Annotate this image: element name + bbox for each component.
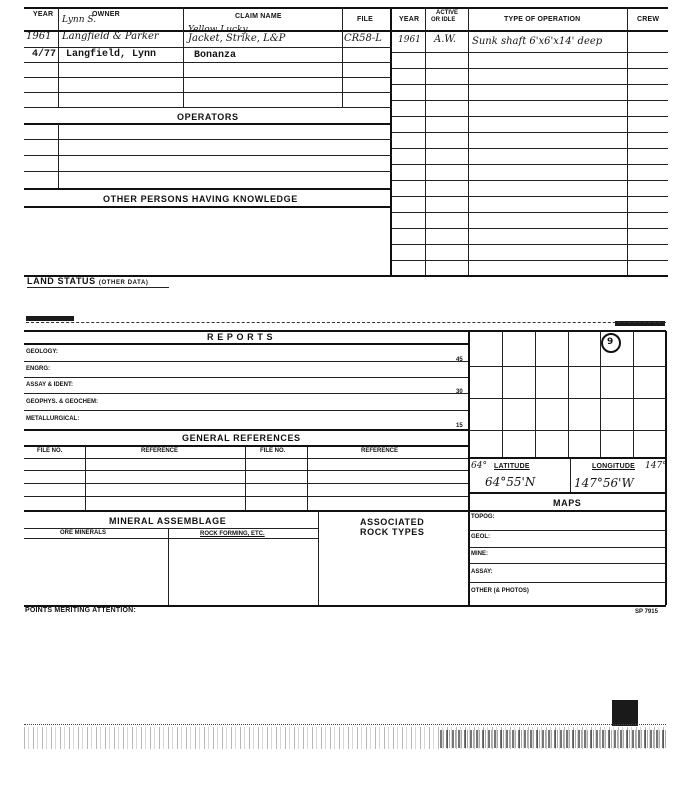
scan-mark [26, 316, 74, 321]
row-line [392, 244, 668, 245]
row2-claim: Bonanza [194, 50, 237, 61]
references-rule [24, 445, 469, 447]
row-line [392, 212, 668, 213]
row-line [392, 132, 668, 133]
row-line [24, 458, 469, 459]
row-line [392, 228, 668, 229]
report-num-15: 15 [456, 423, 463, 429]
row1-file: CR58-L [344, 33, 382, 44]
maps-rule [469, 510, 666, 512]
report-assay: ASSAY & IDENT: [26, 382, 74, 388]
divider [627, 7, 628, 275]
row1-year: 1961 [26, 31, 52, 42]
reports-heading: R E P O R T S [207, 332, 274, 342]
row-line [392, 68, 668, 69]
row2-year: 4/77 [32, 49, 57, 60]
row1-owner: Langfield & Parker [62, 31, 159, 42]
row-line [469, 530, 666, 531]
divider [58, 32, 59, 107]
row1-status: A.W. [434, 34, 457, 45]
ore-minerals-label: ORE MINERALS [60, 530, 107, 536]
associated-heading-2: ROCK TYPES [360, 527, 425, 537]
header-owner: OWNER [92, 11, 120, 18]
row-line [469, 582, 666, 583]
row-line [24, 188, 392, 190]
row-line [24, 410, 469, 411]
divider [425, 7, 426, 275]
header-claim-name: CLAIM NAME [235, 13, 282, 20]
row-line [392, 116, 668, 117]
divider [85, 446, 86, 510]
maps-heading: MAPS [553, 498, 582, 508]
row-line [24, 47, 392, 48]
grid-line [469, 430, 666, 431]
row-line [469, 563, 666, 564]
grid-line [502, 331, 503, 457]
associated-heading-1: ASSOCIATED [360, 517, 425, 527]
row-line [392, 196, 668, 197]
row-line [24, 393, 469, 394]
grid-line [469, 366, 666, 367]
row-line [24, 528, 319, 529]
header-type-of-operation: TYPE OF OPERATION [504, 16, 581, 23]
row-line [24, 429, 469, 431]
divider [168, 529, 169, 605]
divider [58, 124, 59, 188]
divider [570, 458, 571, 492]
row-line [24, 155, 392, 156]
owner-note: Lynn S. [62, 15, 97, 25]
land-status-heading: LAND STATUS (OTHER DATA) [27, 276, 149, 286]
points-meriting-attention: POINTS MERITING ATTENTION: [25, 607, 136, 614]
maps-geol: GEOL: [471, 534, 490, 540]
ref-file-no-2: FILE NO. [260, 448, 286, 454]
form-number: SP 7915 [635, 609, 658, 615]
header-year-2: YEAR [399, 16, 420, 23]
row-line [24, 538, 319, 539]
row-line [24, 377, 469, 378]
maps-topog: TOPOG: [471, 514, 495, 520]
row-line [24, 77, 392, 78]
divider [468, 7, 469, 275]
top-border [24, 7, 668, 9]
report-engrg: ENGRG: [26, 366, 50, 372]
row-line [392, 260, 668, 261]
row1-year-2: 1961 [398, 35, 421, 45]
latitude-value: 64°55'N [485, 475, 536, 489]
scan-line [24, 724, 666, 725]
row-line [24, 510, 469, 512]
ref-reference-1: REFERENCE [141, 448, 179, 454]
ref-reference-2: REFERENCE [361, 448, 399, 454]
latitude-label: LATITUDE [494, 463, 530, 470]
grid-line [568, 331, 569, 457]
operators-heading: OPERATORS [177, 112, 239, 122]
row-line [24, 171, 392, 172]
grid-line [469, 398, 666, 399]
header-file: FILE [357, 16, 373, 23]
lat-degree-note: 64° [471, 461, 487, 471]
other-persons-rule [24, 206, 392, 208]
divider [245, 446, 246, 510]
row-line [24, 139, 392, 140]
row-line [24, 470, 469, 471]
reports-rule [24, 343, 469, 345]
row-line [392, 164, 668, 165]
grid-line [600, 331, 601, 457]
report-geophys: GEOPHYS. & GEOCHEM: [26, 399, 99, 405]
row2-owner: Langfield, Lynn [66, 49, 157, 60]
row-line [24, 107, 392, 108]
row-line [392, 180, 668, 181]
rock-forming-label: ROCK FORMING, ETC. [200, 531, 265, 537]
mineral-assemblage-heading: MINERAL ASSEMBLAGE [109, 516, 227, 526]
header-crew: CREW [637, 16, 660, 23]
row-line [469, 547, 666, 548]
row1-claim-line2: Jacket, Strike, L&P [188, 33, 286, 44]
report-num-30: 30 [456, 389, 463, 395]
other-persons-heading: OTHER PERSONS HAVING KNOWLEDGE [103, 194, 298, 204]
tear-line [26, 322, 666, 323]
divider [58, 7, 59, 30]
header-active: ACTIVE [436, 10, 459, 16]
row-line [24, 92, 392, 93]
report-geology: GEOLOGY: [26, 349, 58, 355]
report-metallurgical: METALLURGICAL: [26, 416, 80, 422]
row1-operation: Sunk shaft 6'x6'x14' deep [472, 36, 603, 47]
land-status-underline [27, 287, 169, 288]
header-year: YEAR [33, 11, 54, 18]
row-line [24, 483, 469, 484]
row-line [392, 100, 668, 101]
maps-other: OTHER (& PHOTOS) [471, 588, 529, 594]
lon-degree-note: 147° [645, 461, 667, 471]
report-num-45: 45 [456, 357, 463, 363]
ref-file-no-1: FILE NO. [37, 448, 63, 454]
row-line [24, 496, 469, 497]
grid-line [633, 331, 634, 457]
operators-rule [24, 123, 392, 125]
row-line [392, 84, 668, 85]
general-references-heading: GENERAL REFERENCES [182, 433, 301, 443]
divider [318, 511, 319, 605]
grid-circle-mark: 9 [601, 333, 621, 353]
maps-mine: MINE: [471, 551, 488, 557]
header-or-idle: OR IDLE [431, 17, 456, 23]
row1-claim-line1: Yellow Lucky [188, 25, 248, 35]
maps-top-rule [469, 492, 666, 494]
divider [307, 446, 308, 510]
maps-assay: ASSAY: [471, 569, 493, 575]
grid-line [535, 331, 536, 457]
scan-noise-dense [440, 730, 666, 748]
scan-artifact-block [612, 700, 638, 726]
longitude-value: 147°56'W [574, 476, 634, 490]
row-line [392, 52, 668, 53]
row-line [392, 148, 668, 149]
row-line [24, 62, 392, 63]
row-line [24, 361, 469, 362]
bottom-top-rule [24, 330, 666, 332]
grid-line [469, 457, 666, 459]
longitude-label: LONGITUDE [592, 463, 636, 470]
